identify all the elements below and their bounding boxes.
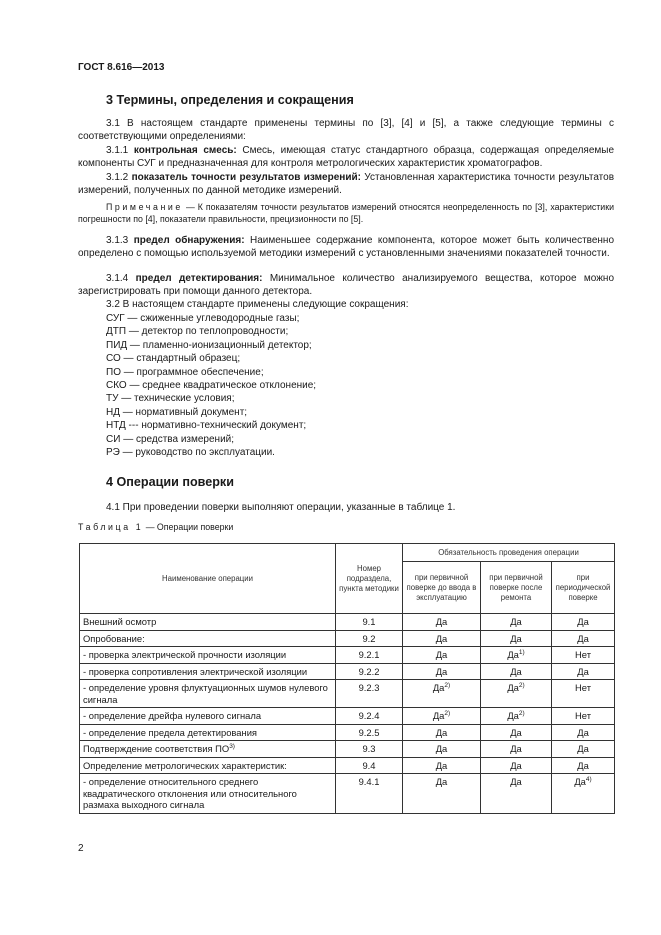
section-number: 9.2	[336, 630, 403, 647]
page-number: 2	[78, 843, 84, 854]
abbreviation-item: СИ — средства измерений;	[106, 433, 235, 445]
table-row	[80, 741, 615, 758]
abbreviation-item: НД — нормативный документ;	[106, 406, 248, 418]
table-row	[80, 663, 615, 680]
table-row	[80, 724, 615, 741]
paragraph-3-1: 3.1 В настоящем стандарте применены термины по [3], [4] и [5], а также следующие термины с соответствующими определениями:	[78, 118, 614, 143]
note-text: — К показателям точности результатов измерений относятся неопределенность по [3], характеристики погрешности по [4], показатели правильности, прецизионности по [5].	[78, 202, 614, 224]
periodic-value: Да	[552, 757, 615, 774]
term-number: 3.1.4	[106, 273, 129, 284]
periodic-value: $Да^{4)}$	[552, 774, 615, 814]
after-repair-value: Да	[481, 614, 552, 631]
primary-value: $Да^{2)}$	[403, 680, 481, 708]
footnote-marker: 2)	[444, 709, 451, 717]
table-row	[80, 614, 615, 631]
after-repair-value: Да	[481, 724, 552, 741]
after-repair-value: Да	[481, 774, 552, 814]
header-after-repair: при первичной поверке после ремонта	[481, 562, 552, 614]
abbreviation-item: СУГ — сжиженные углеводородные газы;	[106, 313, 300, 324]
primary-value: Да	[403, 630, 481, 647]
operation-name: Определение метрологических характеристик:	[80, 757, 336, 774]
abbreviation-item: ПО — программное обеспечение;	[106, 366, 264, 378]
after-repair-value: $Да^{2)}$	[481, 680, 552, 708]
operation-name: - определение дрейфа нулевого сигнала	[80, 708, 336, 725]
abbreviation-item: ПИД — пламенно-ионизационный детектор;	[106, 339, 312, 351]
abbreviation-item: СО — стандартный образец;	[106, 353, 241, 365]
header-obligation-group: Обязательность проведения операции	[403, 544, 615, 562]
primary-value: $Да^{2)}$	[403, 708, 481, 725]
operation-name: Внешний осмотр	[80, 614, 336, 631]
operation-name: - определение относительного среднего квадратического отклонения или относительного размаха выходного сигнала	[80, 774, 336, 814]
footnote-marker: 2)	[444, 681, 451, 689]
header-section-number: Номер подраздела, пункта методики	[336, 544, 403, 614]
section-3-title: 3 Термины, определения и сокращения	[106, 93, 354, 107]
periodic-value: Нет	[552, 708, 615, 725]
periodic-value: Да	[552, 630, 615, 647]
term-name: предел детектирования:	[135, 273, 263, 284]
abbreviation-item: ДТП — детектор по теплопроводности;	[106, 326, 289, 338]
footnote-marker: 1)	[518, 648, 525, 656]
periodic-value: Да	[552, 724, 615, 741]
term-definition: Наименьшее содержание компонента, которое может быть количественно определено с помощью используемой методики измерений с установленными значениями показателей точности.	[78, 235, 615, 260]
periodic-value: Да	[552, 741, 615, 758]
after-repair-value: Да	[481, 630, 552, 647]
operations-table	[79, 543, 615, 814]
section-number: 9.4.1	[336, 774, 403, 814]
after-repair-value: Да	[481, 663, 552, 680]
term-number: 3.1.2	[106, 172, 129, 183]
header-periodic-verification: при периодической поверке	[552, 562, 615, 614]
periodic-value: Да	[552, 663, 615, 680]
section-4-title: 4 Операции поверки	[106, 475, 234, 489]
section-number: 9.3	[336, 741, 403, 758]
term-name: показатель точности результатов измерений:	[131, 172, 361, 183]
table-caption-label: Таблица 1	[78, 522, 144, 532]
operation-name: - проверка электрической прочности изоляции	[80, 647, 336, 664]
after-repair-value: $Да^{2)}$	[481, 708, 552, 725]
table-row	[80, 630, 615, 647]
term-number: 3.1.3	[106, 235, 129, 246]
primary-value: Да	[403, 757, 481, 774]
table-caption	[78, 522, 233, 532]
operation-name: Опробование:	[80, 630, 336, 647]
section-number: 9.2.4	[336, 708, 403, 725]
term-3-1-2	[78, 171, 614, 198]
abbreviation-list	[106, 312, 526, 459]
after-repair-value: $Да^{1)}$	[481, 647, 552, 664]
table-row	[80, 708, 615, 725]
table-row	[80, 647, 615, 664]
abbreviation-item: ТУ — технические условия;	[106, 393, 235, 405]
document-header: ГОСТ 8.616—2013	[78, 62, 165, 73]
term-3-1-1	[78, 144, 614, 171]
after-repair-value: Да	[481, 757, 552, 774]
section-number: 9.4	[336, 757, 403, 774]
note-label: Примечание	[106, 202, 183, 212]
header-primary-verification: при первичной поверке до ввода в эксплуатацию	[403, 562, 481, 614]
operation-name: Подтверждение соответствия ПО$^{3)}$	[80, 741, 336, 758]
paragraph-4-1: 4.1 При проведении поверки выполняют операции, указанные в таблице 1.	[106, 502, 456, 513]
paragraph-3-2: 3.2 В настоящем стандарте применены следующие сокращения:	[106, 299, 409, 310]
header-operation-name: Наименование операции	[80, 544, 336, 614]
term-number: 3.1.1	[106, 145, 129, 156]
primary-value: Да	[403, 741, 481, 758]
term-definition: Смесь, имеющая статус стандартного образца, содержащая определяемые компоненты СУГ и предназначенная для контроля метрологических характеристик хроматографов.	[78, 145, 615, 170]
section-number: 9.2.2	[336, 663, 403, 680]
section-number: 9.2.3	[336, 680, 403, 708]
operation-name: - определение уровня флуктуационных шумов нулевого сигнала	[80, 680, 336, 708]
primary-value: Да	[403, 774, 481, 814]
table-row	[80, 774, 615, 814]
primary-value: Да	[403, 647, 481, 664]
primary-value: Да	[403, 614, 481, 631]
section-number: 9.1	[336, 614, 403, 631]
operation-name: - определение предела детектирования	[80, 724, 336, 741]
footnote-marker: 2)	[518, 681, 525, 689]
after-repair-value: Да	[481, 741, 552, 758]
term-definition: Минимальное количество анализируемого вещества, которое можно зарегистрировать при помощи данного детектора.	[78, 273, 615, 298]
term-3-1-4	[78, 272, 614, 299]
abbreviation-item: СКО — среднее квадратическое отклонение;	[106, 379, 317, 391]
term-name: контрольная смесь:	[133, 145, 237, 156]
primary-value: Да	[403, 724, 481, 741]
table-caption-text: — Операции поверки	[145, 522, 234, 532]
abbreviation-item: НТД --- нормативно-технический документ;	[106, 420, 307, 432]
footnote-marker: 3)	[229, 742, 235, 750]
footnote-marker: 4)	[585, 775, 592, 783]
table-row	[80, 680, 615, 708]
table-row	[80, 757, 615, 774]
periodic-value: Нет	[552, 647, 615, 664]
operation-name: - проверка сопротивления электрической изоляции	[80, 663, 336, 680]
abbreviation-item: РЭ — руководство по эксплуатации.	[106, 446, 275, 458]
note	[78, 201, 614, 225]
periodic-value: Нет	[552, 680, 615, 708]
term-3-1-3	[78, 234, 614, 261]
section-number: 9.2.5	[336, 724, 403, 741]
term-name: предел обнаружения:	[133, 235, 245, 246]
periodic-value: Да	[552, 614, 615, 631]
section-number: 9.2.1	[336, 647, 403, 664]
term-definition: Установленная характеристика точности результатов измерений, полученных по данной методике измерений.	[78, 172, 615, 197]
footnote-marker: 2)	[518, 709, 525, 717]
primary-value: Да	[403, 663, 481, 680]
